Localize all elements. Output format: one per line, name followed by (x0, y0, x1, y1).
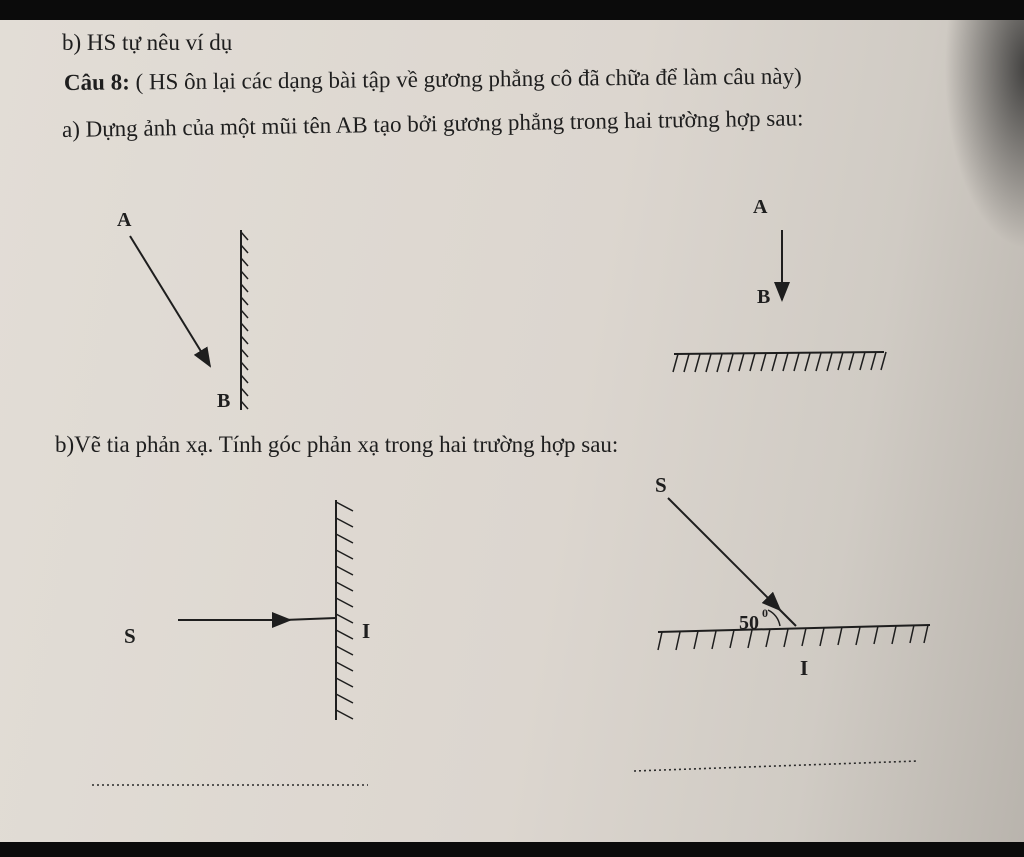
fig3-incident-ray-tail (284, 618, 336, 620)
fig1-arrow-ab (130, 236, 210, 366)
figures-canvas (0, 20, 1024, 842)
fig2-mirror (674, 352, 884, 354)
figure-4 (634, 473, 930, 771)
question-8-label: Câu 8: (63, 69, 130, 95)
worksheet-paper (0, 20, 1024, 842)
figure-1 (117, 209, 248, 412)
fig4-answer-line (634, 761, 918, 771)
figure-3 (92, 500, 370, 785)
fig3-label-s: S (124, 624, 136, 648)
question-8-text: ( HS ôn lại các dạng bài tập về gương phẳng cô đã chữa để làm câu này) (129, 63, 802, 95)
fig3-mirror-hatch (336, 502, 353, 719)
fig2-label-a: A (753, 196, 768, 218)
figure-2 (673, 196, 886, 372)
line-1-text: b) HS tự nêu ví dụ (62, 30, 233, 55)
fig1-mirror-hatch (241, 232, 248, 409)
fig4-incident-ray (668, 498, 780, 610)
fig4-mirror (658, 625, 930, 632)
fig2-mirror-hatch (673, 352, 886, 372)
fig4-angle-arc (768, 610, 780, 626)
fig4-label-s: S (655, 473, 667, 497)
part-b-text: b)Vẽ tia phản xạ. Tính góc phản xạ trong hai trường hợp sau: (55, 432, 619, 457)
fig1-label-a: A (117, 209, 132, 231)
fig2-label-b: B (757, 286, 771, 308)
fig4-incident-ray-tail (778, 608, 796, 626)
fig4-label-i: I (800, 656, 809, 680)
fig1-label-b: B (217, 390, 231, 412)
part-a-text: a) Dựng ảnh của một mũi tên AB tạo bởi gương phẳng trong hai trường hợp sau: (61, 105, 804, 142)
fig4-angle-value: 50 (739, 612, 759, 634)
fig4-angle-degree: 0 (762, 606, 768, 620)
fig3-label-i: I (362, 619, 371, 643)
